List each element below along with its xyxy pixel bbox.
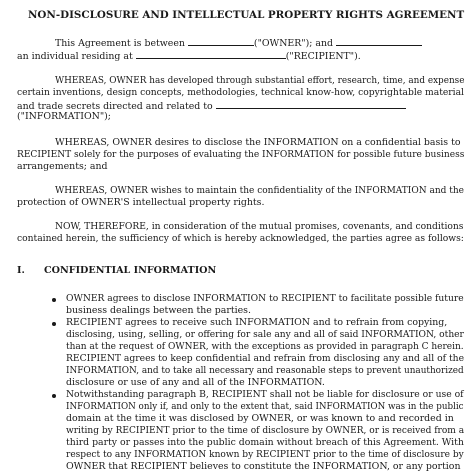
- whereas3-line: WHEREAS, OWNER wishes to maintain the confidentiality of the INFORMATION and the: [55, 185, 465, 196]
- bullet-line: RECIPIENT agrees to keep confidential and refrain from disclosing any and all of the: [66, 353, 465, 364]
- section-heading: CONFIDENTIAL INFORMATION: [44, 265, 217, 276]
- intro-text-between: This Agreement is between: [55, 38, 185, 49]
- bullet-line: business dealings between the parties.: [66, 305, 251, 316]
- bullet-line: RECIPIENT agrees to receive such INFORMATION and to refrain from copying,: [66, 317, 448, 328]
- bullet-line: OWNER agrees to disclose INFORMATION to RECIPIENT to facilitate possible future: [66, 293, 464, 304]
- whereas1-line: ("INFORMATION");: [17, 111, 111, 122]
- whereas2-line: arrangements; and: [17, 161, 108, 172]
- bullet-line: OWNER that RECIPIENT believes to constitute the INFORMATION, or any portion: [66, 461, 461, 472]
- recipient-address-blank[interactable]: [136, 49, 286, 59]
- whereas1-line: certain inventions, design concepts, methodologies, technical know-how, copyrightable material: [17, 87, 464, 98]
- whereas1-line: WHEREAS, OWNER has developed through substantial effort, research, time, and expense: [55, 75, 465, 86]
- bullet-dot: [52, 322, 56, 326]
- section-number: I.: [17, 265, 25, 276]
- bullet-line: Notwithstanding paragraph B, RECIPIENT shall not be liable for disclosure or use of: [66, 389, 464, 400]
- owner-address-blank[interactable]: [336, 36, 422, 46]
- whereas3-line: protection of OWNER'S intellectual property rights.: [17, 197, 265, 208]
- now-therefore-line: NOW, THEREFORE, in consideration of the mutual promises, covenants, and conditions: [55, 221, 464, 232]
- bullet-line: domain at the time it was disclosed by OWNER, or was known to and recorded in: [66, 413, 454, 424]
- bullet-line: writing by RECIPIENT prior to the time of disclosure by OWNER, or is received from a: [66, 425, 465, 436]
- bullet-line: respect to any INFORMATION known by RECIPIENT prior to the time of disclosure by: [66, 449, 464, 460]
- intro-line-2: [17, 49, 361, 63]
- bullet-line: disclosing, using, selling, or offering for sale any and all of said INFORMATION, other: [66, 329, 464, 340]
- bullet-dot: [52, 298, 56, 302]
- whereas1-text: and trade secrets directed and related to: [17, 101, 213, 112]
- owner-label: ("OWNER"); and: [253, 38, 334, 49]
- bullet-line: disclosure or use of any and all of the INFORMATION.: [66, 377, 325, 388]
- intro-text-residing: an individual residing at: [17, 51, 133, 62]
- subject-matter-blank[interactable]: [216, 99, 406, 109]
- recipient-label: ("RECIPIENT").: [285, 51, 361, 62]
- now-therefore-line: contained herein, the sufficiency of which is hereby acknowledged, the parties agree as follows:: [17, 233, 464, 244]
- intro-line-1: [55, 36, 422, 50]
- owner-name-blank[interactable]: [188, 36, 254, 46]
- bullet-line: third party or passes into the public domain without breach of this Agreement. With: [66, 437, 464, 448]
- whereas2-line: WHEREAS, OWNER desires to disclose the INFORMATION on a confidential basis to: [55, 137, 461, 148]
- whereas2-line: RECIPIENT solely for the purposes of evaluating the INFORMATION for possible future business: [17, 149, 465, 160]
- bullet-dot: [52, 394, 56, 398]
- bullet-line: than at the request of OWNER, with the exceptions as provided in paragraph C herein.: [66, 341, 464, 352]
- bullet-line: INFORMATION, and to take all necessary and reasonable steps to prevent unauthorized: [66, 365, 464, 376]
- document-title: NON-DISCLOSURE AND INTELLECTUAL PROPERTY RIGHTS AGREEMENT: [28, 9, 465, 21]
- bullet-line: INFORMATION only if, and only to the extent that, said INFORMATION was in the public: [66, 401, 464, 412]
